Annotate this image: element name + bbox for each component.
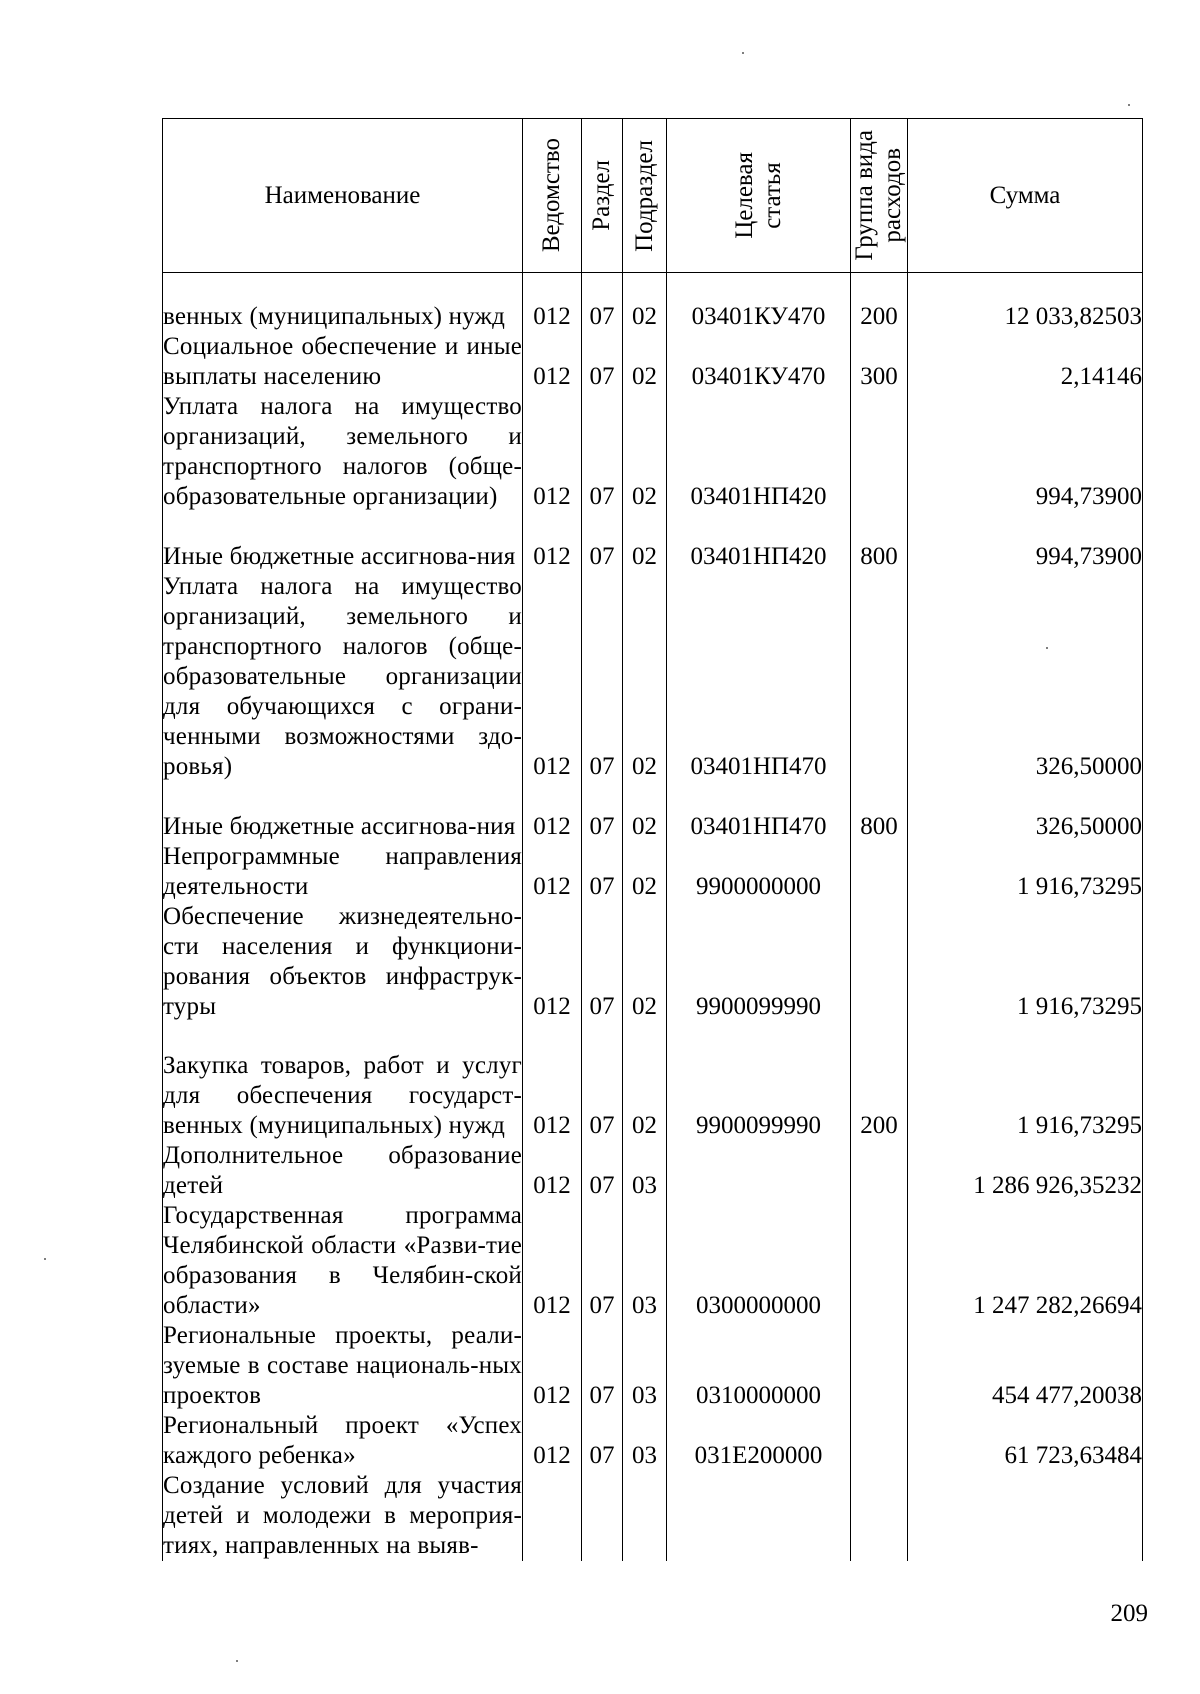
row-razdel: 07: [582, 572, 623, 782]
row-gruppa-vida: [851, 392, 908, 512]
row-vedomstvo: 012: [523, 1321, 582, 1411]
row-summa: 12 033,82503: [908, 273, 1143, 332]
table-row: [163, 1141, 1143, 1201]
row-gruppa-vida: [851, 842, 908, 902]
table-row: [163, 392, 1143, 512]
row-tselevaya-statya: 03401НП420: [667, 392, 851, 512]
row-podrazdel: 02: [623, 392, 667, 512]
row-vedomstvo: 012: [523, 392, 582, 512]
budget-table: [162, 118, 1143, 1561]
row-name: Создание условий для участия детей и молодежи в мероприя-тиях, направленных на выяв-: [163, 1471, 522, 1559]
row-razdel: 07: [582, 512, 623, 572]
row-summa: 326,50000: [908, 782, 1143, 842]
row-razdel: 07: [582, 1321, 623, 1411]
row-podrazdel: 02: [623, 572, 667, 782]
row-podrazdel: 03: [623, 1321, 667, 1411]
row-podrazdel: 02: [623, 273, 667, 332]
row-tselevaya-statya: 9900000000: [667, 842, 851, 902]
table-row: [163, 332, 1143, 392]
header-gruppa-vida-rashodov: Группа вида расходов: [851, 119, 908, 273]
table-row: [163, 273, 1143, 332]
table-row: [163, 842, 1143, 902]
row-name: Государственная программа Челябинской области «Разви-тие образования в Челябин-ской области»: [163, 1201, 522, 1319]
row-summa: 1 286 926,35232: [908, 1141, 1143, 1201]
header-podrazdel: Подраздел: [623, 119, 667, 273]
row-tselevaya-statya: 03401КУ470: [667, 273, 851, 332]
row-vedomstvo: [523, 1471, 582, 1561]
row-name: Закупка товаров, работ и услуг для обеспечения государст-венных (муниципальных) нужд: [163, 1022, 523, 1141]
row-gruppa-vida: 300: [851, 332, 908, 392]
row-gruppa-vida: [851, 1321, 908, 1411]
row-tselevaya-statya: 03401НП470: [667, 782, 851, 842]
row-name: Непрограммные направления деятельности: [163, 842, 522, 900]
row-tselevaya-statya: 03401КУ470: [667, 332, 851, 392]
row-vedomstvo: 012: [523, 1411, 582, 1471]
row-tselevaya-statya: [667, 1471, 851, 1561]
row-gruppa-vida: 800: [851, 782, 908, 842]
row-podrazdel: 03: [623, 1141, 667, 1201]
row-podrazdel: 03: [623, 1201, 667, 1321]
row-name: Уплата налога на имущество организаций, земельного и транспортного налогов (обще-образовательные организации для обучающихся с ограни-ченными возможностями здо-ровья): [163, 572, 522, 780]
row-gruppa-vida: [851, 902, 908, 1022]
table-row: [163, 1321, 1143, 1411]
row-summa: [908, 1471, 1143, 1561]
table-header-row: [163, 119, 1143, 273]
table-row: [163, 1022, 1143, 1141]
row-summa: 2,14146: [908, 332, 1143, 392]
row-gruppa-vida: 200: [851, 273, 908, 332]
row-razdel: 07: [582, 273, 623, 332]
header-tselevaya-statya: Целевая статья: [667, 119, 851, 273]
row-vedomstvo: 012: [523, 572, 582, 782]
table-row: [163, 572, 1143, 782]
row-summa: 1 916,73295: [908, 842, 1143, 902]
table-row: [163, 512, 1143, 572]
row-razdel: 07: [582, 782, 623, 842]
header-vedomstvo: Ведомство: [523, 119, 582, 273]
table-row: [163, 1471, 1143, 1561]
row-name: Обеспечение жизнедеятельно-сти населения и функциони-рования объектов инфраструк-туры: [163, 902, 522, 1020]
row-tselevaya-statya: 0300000000: [667, 1201, 851, 1321]
row-name: Дополнительное образование детей: [163, 1141, 522, 1199]
row-razdel: 07: [582, 392, 623, 512]
row-name: венных (муниципальных) нужд: [163, 273, 523, 332]
row-summa: 1 916,73295: [908, 1022, 1143, 1141]
page-number: 209: [1110, 1600, 1148, 1627]
row-name: Иные бюджетные ассигнова-ния: [163, 782, 523, 842]
row-name: Иные бюджетные ассигнова-ния: [163, 512, 523, 572]
row-vedomstvo: 012: [523, 332, 582, 392]
row-summa: 994,73900: [908, 392, 1143, 512]
row-tselevaya-statya: 0310000000: [667, 1321, 851, 1411]
row-name: Социальное обеспечение и иные выплаты населению: [163, 332, 522, 390]
row-razdel: 07: [582, 1411, 623, 1471]
header-summa: Сумма: [908, 119, 1143, 273]
row-podrazdel: 02: [623, 1022, 667, 1141]
header-razdel: Раздел: [582, 119, 623, 273]
row-razdel: 07: [582, 1141, 623, 1201]
row-summa: 326,50000: [908, 572, 1143, 782]
row-vedomstvo: 012: [523, 1022, 582, 1141]
row-razdel: 07: [582, 902, 623, 1022]
table-body: [163, 273, 1143, 1561]
row-podrazdel: 02: [623, 512, 667, 572]
scan-speck: [1046, 647, 1048, 649]
row-name: Уплата налога на имущество организаций, земельного и транспортного налогов (обще-образовательные организации): [163, 392, 522, 510]
header-name: Наименование: [163, 119, 523, 273]
table-row: [163, 782, 1143, 842]
scan-speck: [742, 52, 744, 54]
row-podrazdel: 02: [623, 842, 667, 902]
row-summa: 1 247 282,26694: [908, 1201, 1143, 1321]
row-gruppa-vida: 800: [851, 512, 908, 572]
row-gruppa-vida: [851, 1471, 908, 1561]
row-tselevaya-statya: 031E200000: [667, 1411, 851, 1471]
row-tselevaya-statya: [667, 1141, 851, 1201]
row-summa: 1 916,73295: [908, 902, 1143, 1022]
row-razdel: 07: [582, 842, 623, 902]
row-name: Региональный проект «Успех каждого ребенка»: [163, 1411, 522, 1469]
row-gruppa-vida: [851, 572, 908, 782]
row-vedomstvo: 012: [523, 273, 582, 332]
table-row: [163, 1201, 1143, 1321]
scan-speck: [236, 1660, 238, 1662]
row-tselevaya-statya: 03401НП470: [667, 572, 851, 782]
row-gruppa-vida: [851, 1141, 908, 1201]
row-tselevaya-statya: 9900099990: [667, 1022, 851, 1141]
row-summa: 454 477,20038: [908, 1321, 1143, 1411]
row-summa: 994,73900: [908, 512, 1143, 572]
row-razdel: [582, 1471, 623, 1561]
row-tselevaya-statya: 03401НП420: [667, 512, 851, 572]
row-vedomstvo: 012: [523, 782, 582, 842]
row-razdel: 07: [582, 1201, 623, 1321]
row-vedomstvo: 012: [523, 842, 582, 902]
scan-speck: [1128, 104, 1130, 106]
row-name: Региональные проекты, реали-зуемые в составе националь-ных проектов: [163, 1321, 522, 1409]
table-row: [163, 902, 1143, 1022]
row-vedomstvo: 012: [523, 512, 582, 572]
scan-speck: [44, 1258, 46, 1260]
row-gruppa-vida: 200: [851, 1022, 908, 1141]
row-podrazdel: 02: [623, 902, 667, 1022]
row-podrazdel: 02: [623, 332, 667, 392]
row-podrazdel: 03: [623, 1411, 667, 1471]
row-razdel: 07: [582, 1022, 623, 1141]
row-vedomstvo: 012: [523, 1201, 582, 1321]
row-gruppa-vida: [851, 1411, 908, 1471]
row-podrazdel: 02: [623, 782, 667, 842]
row-vedomstvo: 012: [523, 902, 582, 1022]
row-summa: 61 723,63484: [908, 1411, 1143, 1471]
table-row: [163, 1411, 1143, 1471]
row-gruppa-vida: [851, 1201, 908, 1321]
row-tselevaya-statya: 9900099990: [667, 902, 851, 1022]
row-vedomstvo: 012: [523, 1141, 582, 1201]
row-podrazdel: [623, 1471, 667, 1561]
row-razdel: 07: [582, 332, 623, 392]
